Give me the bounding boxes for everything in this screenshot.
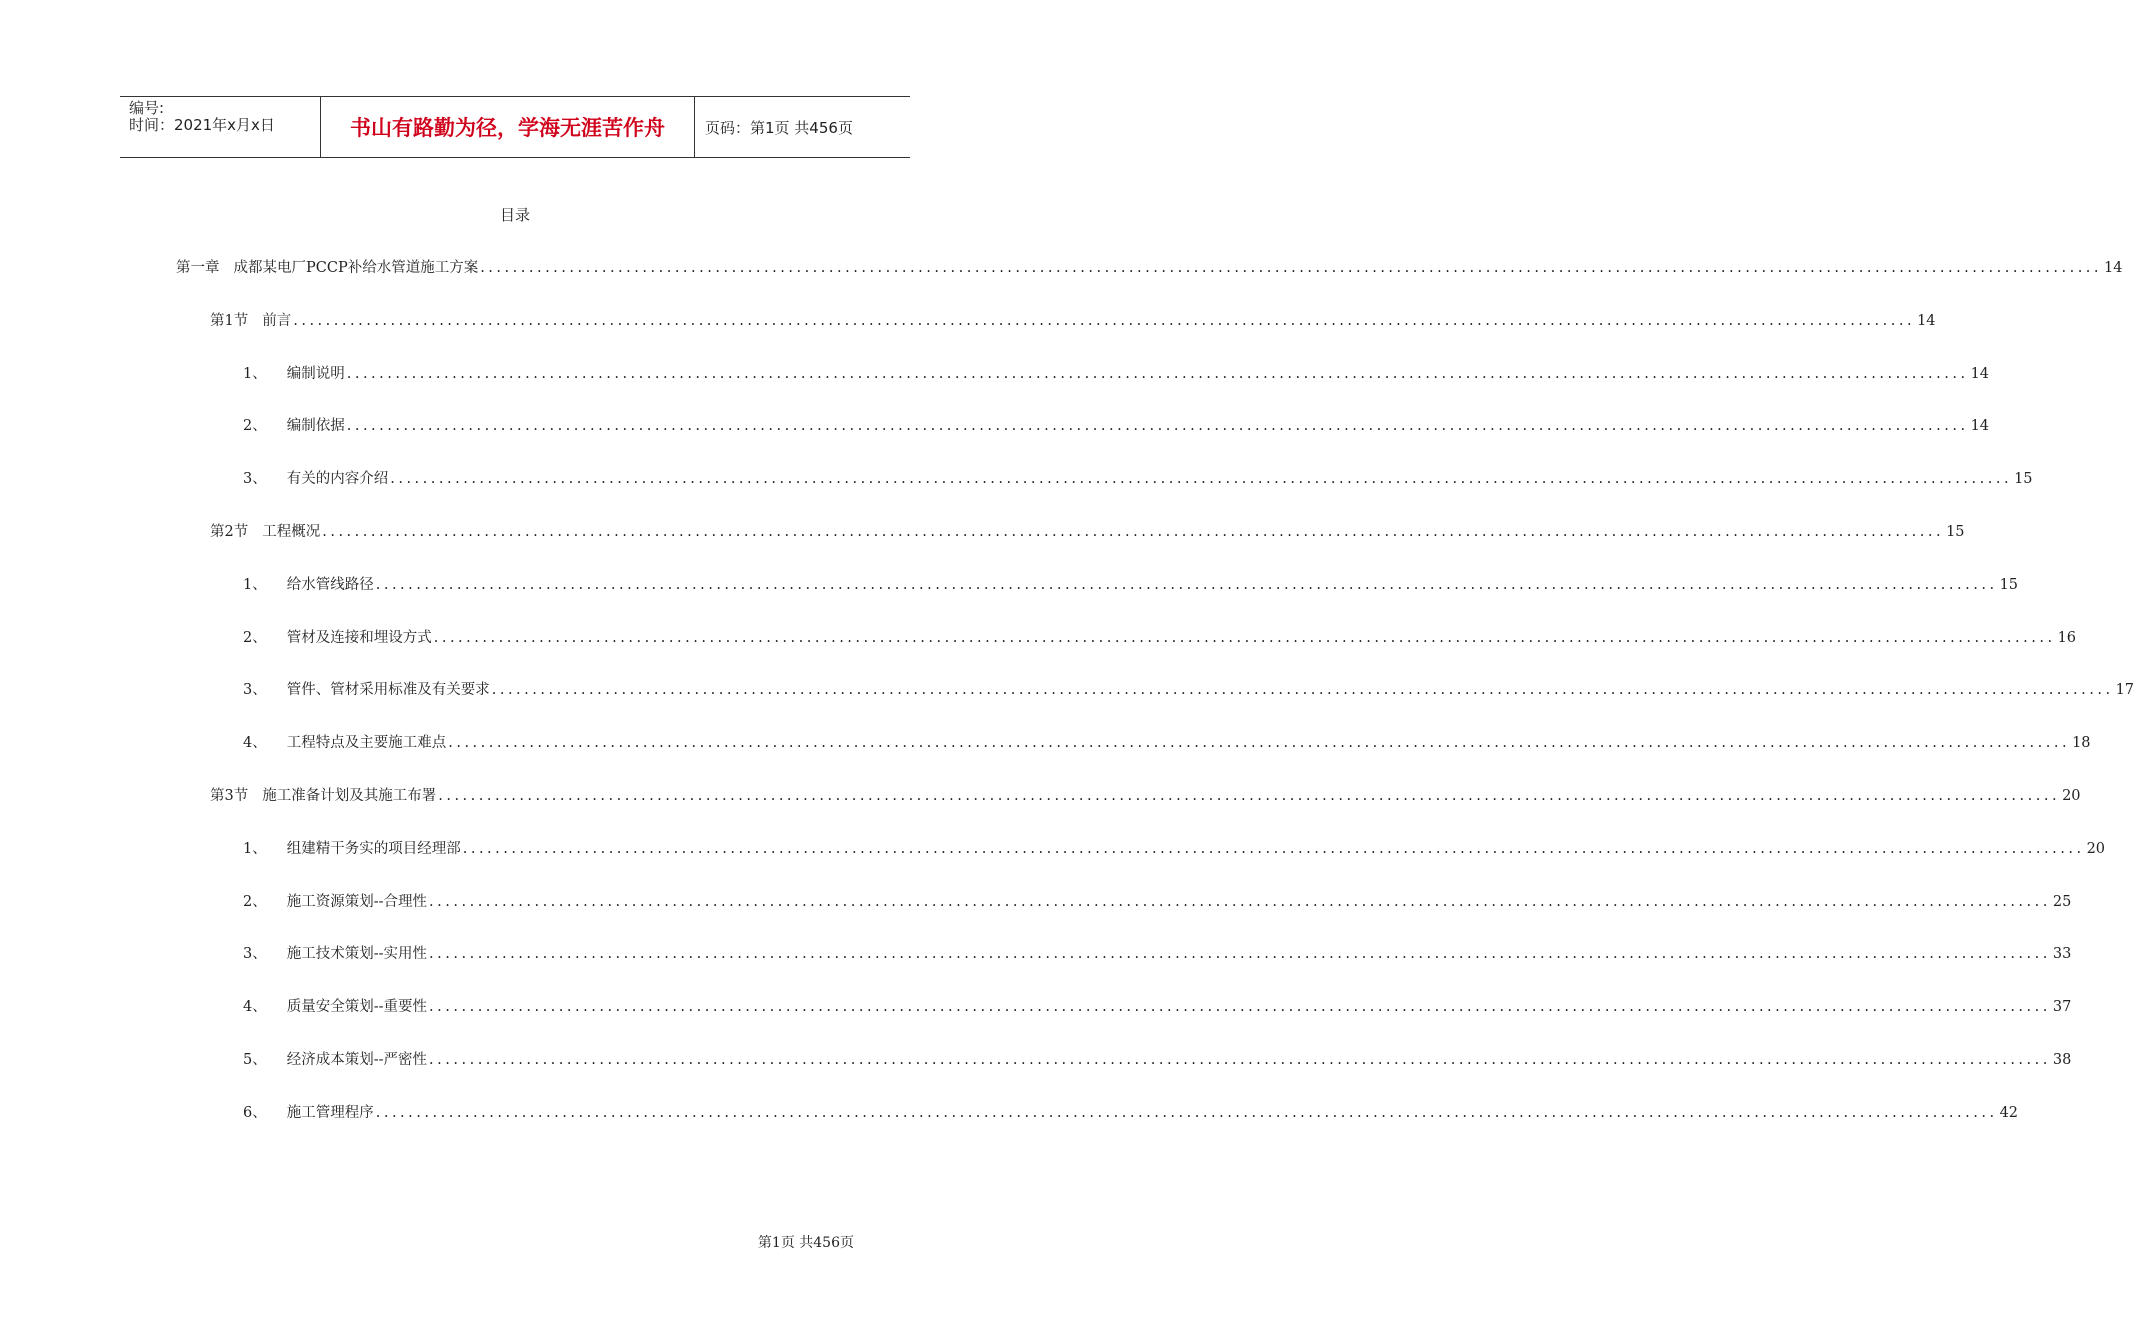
toc-title: 目录 <box>499 206 530 224</box>
toc-dot-leader: ........................................................................................................................................................................................................ <box>429 1052 2051 1068</box>
toc-entry[interactable] <box>176 257 2123 279</box>
toc-entry-text: 有关的内容介绍 <box>286 471 389 488</box>
toc-entry-number: 2、 <box>243 893 267 910</box>
page-header <box>120 96 910 158</box>
toc-entry-label <box>243 838 461 860</box>
toc-entry-label <box>243 732 446 754</box>
toc-dot-leader: ........................................................................................................................................................................................................ <box>429 999 2051 1016</box>
toc-dot-leader: ........................................................................................................................................................................................................ <box>346 418 1969 435</box>
toc-entry[interactable] <box>210 310 1936 332</box>
toc-entry-text: 管材及连接和埋设方式 <box>286 629 432 646</box>
toc-entry-text: 编制说明 <box>286 365 345 382</box>
toc-entry-number: 第一章 <box>176 260 220 276</box>
toc-dot-leader: ........................................................................................................................................................................................................ <box>429 946 2051 963</box>
header-motto: 书山有路勤为径，学海无涯苦作舟 <box>321 97 695 157</box>
toc-entry-label <box>243 943 427 965</box>
toc-entry[interactable] <box>210 785 2081 807</box>
toc-entry[interactable] <box>243 415 1990 437</box>
toc-entry-number: 3、 <box>243 682 267 699</box>
toc-entry[interactable] <box>243 943 2072 965</box>
toc-entry-text: 成都某电厂PCCP补给水管道施工方案 <box>233 260 479 276</box>
toc-entry-label <box>243 363 345 385</box>
toc-entry-label <box>243 891 427 913</box>
toc-entry[interactable] <box>243 679 2134 701</box>
toc-entry-text: 施工资源策划--合理性 <box>286 893 428 910</box>
toc-entry-number: 5、 <box>243 1052 267 1068</box>
toc-entry-page: 15 <box>1999 576 2019 593</box>
toc-entry-text: 施工技术策划--实用性 <box>286 946 428 963</box>
toc-entry-label <box>176 257 478 279</box>
toc-entry-number: 第2节 <box>210 524 249 540</box>
toc-entry-page: 33 <box>2052 946 2072 963</box>
toc-entry-number: 1、 <box>243 576 267 593</box>
toc-entry[interactable] <box>243 1049 2072 1071</box>
toc-entry-label <box>243 1049 427 1071</box>
toc-dot-leader: ........................................................................................................................................................................................................ <box>462 840 2085 857</box>
toc-entry-text: 管件、管材采用标准及有关要求 <box>286 682 490 699</box>
toc-entry-page: 20 <box>2086 840 2106 857</box>
toc-entry-number: 第1节 <box>210 312 249 329</box>
toc-dot-leader: ........................................................................................................................................................................................................ <box>438 788 2061 804</box>
toc-dot-leader: ........................................................................................................................................................................................................ <box>480 260 2103 276</box>
toc-entry-page: 15 <box>2014 471 2033 488</box>
header-page-info: 页码：第1页 共456页 <box>705 118 853 137</box>
toc-dot-leader: ........................................................................................................................................................................................................ <box>448 735 2071 752</box>
toc-entry-label <box>243 996 427 1018</box>
toc-entry[interactable] <box>243 891 2072 913</box>
toc-entry-text: 前言 <box>262 312 292 329</box>
toc-entry-text: 质量安全策划--重要性 <box>286 999 428 1016</box>
toc-entry-label <box>210 310 291 332</box>
toc-entry-number: 6、 <box>243 1104 267 1121</box>
toc-entry-text: 工程概况 <box>262 524 321 540</box>
toc-entry-label <box>243 627 432 649</box>
toc-entry-number: 3、 <box>243 471 267 488</box>
toc-entry-number: 1、 <box>243 365 267 382</box>
toc-entry[interactable] <box>210 521 1965 543</box>
toc-entry-page: 15 <box>1946 524 1965 540</box>
toc-dot-leader: ........................................................................................................................................................................................................ <box>293 312 1916 329</box>
toc-entry-text: 工程特点及主要施工难点 <box>286 735 447 752</box>
toc-entry-number: 第3节 <box>210 788 249 804</box>
toc-entry-label <box>210 785 436 807</box>
toc-entry-page: 16 <box>2057 629 2077 646</box>
toc-entry-page: 42 <box>1999 1104 2019 1121</box>
toc-dot-leader: ........................................................................................................................................................................................................ <box>390 471 2013 488</box>
toc-entry-text: 施工准备计划及其施工布署 <box>262 788 437 804</box>
toc-entry-number: 4、 <box>243 999 267 1016</box>
toc-entry-page: 14 <box>2104 260 2123 276</box>
toc-dot-leader: ........................................................................................................................................................................................................ <box>491 682 2114 699</box>
doc-time-label: 时间：2021年x月x日 <box>129 116 275 134</box>
toc-entry-number: 2、 <box>243 418 267 435</box>
toc-entry-text: 组建精干务实的项目经理部 <box>286 840 461 857</box>
toc-entry-label <box>243 415 345 437</box>
toc-entry[interactable] <box>243 996 2072 1018</box>
toc-entry-label <box>243 468 388 490</box>
toc-entry-page: 18 <box>2072 735 2091 752</box>
page-footer: 第1页 共456页 <box>757 1235 854 1251</box>
toc-entry-page: 37 <box>2052 999 2072 1016</box>
toc-entry[interactable] <box>243 1102 2019 1124</box>
toc-entry[interactable] <box>243 732 2091 754</box>
toc-entry[interactable] <box>243 838 2106 860</box>
toc-entry-label <box>243 1102 374 1124</box>
toc-entry-text: 编制依据 <box>286 418 345 435</box>
toc-entry[interactable] <box>243 363 1990 385</box>
toc-entry-number: 1、 <box>243 840 267 857</box>
toc-entry-text: 施工管理程序 <box>286 1104 374 1121</box>
toc-dot-leader: ........................................................................................................................................................................................................ <box>429 893 2051 910</box>
header-meta <box>120 97 321 157</box>
toc-entry-page: 25 <box>2052 893 2072 910</box>
toc-dot-leader: ........................................................................................................................................................................................................ <box>322 524 1945 540</box>
toc-entry-page: 14 <box>1917 312 1936 329</box>
toc-entry-page: 14 <box>1970 365 1990 382</box>
toc-entry[interactable] <box>243 468 2033 490</box>
toc-entry-text: 给水管线路径 <box>286 576 374 593</box>
toc-dot-leader: ........................................................................................................................................................................................................ <box>346 365 1969 382</box>
toc-entry-number: 4、 <box>243 735 267 752</box>
toc-entry-label <box>210 521 320 543</box>
toc-dot-leader: ........................................................................................................................................................................................................ <box>375 576 1998 593</box>
toc-entry-number: 3、 <box>243 946 267 963</box>
toc-entry-page: 20 <box>2062 788 2081 804</box>
toc-entry-text: 经济成本策划--严密性 <box>286 1052 428 1068</box>
toc-entry-label <box>243 679 490 701</box>
toc-entry-page: 14 <box>1970 418 1990 435</box>
toc-entry[interactable] <box>243 574 2019 596</box>
toc-dot-leader: ........................................................................................................................................................................................................ <box>433 629 2056 646</box>
toc-entry-number: 2、 <box>243 629 267 646</box>
toc-entry-page: 38 <box>2052 1052 2072 1068</box>
toc-entry-page: 17 <box>2115 682 2134 699</box>
toc-entry[interactable] <box>243 627 2077 649</box>
doc-number-label: 编号: <box>129 99 165 117</box>
toc-dot-leader: ........................................................................................................................................................................................................ <box>375 1104 1998 1121</box>
toc-entry-label <box>243 574 374 596</box>
